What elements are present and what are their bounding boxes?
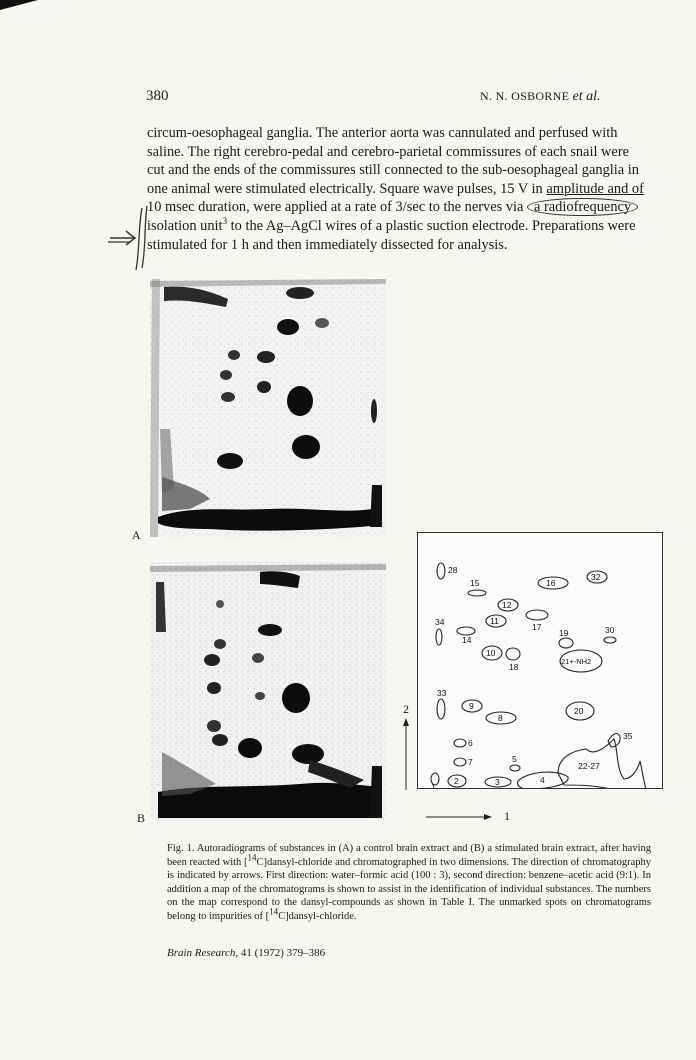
body-line: circum-oesophageal ganglia. The anterior aorta was cannulated and perfused with: [147, 125, 618, 141]
running-header: [480, 89, 601, 105]
spot-label-19: 19: [559, 628, 569, 638]
body-line: one animal were stimulated electrically. Square wave pulses, 15 V in amplitude and of: [147, 180, 644, 197]
spot-label-6: 6: [468, 738, 473, 748]
spot-14: [457, 627, 475, 635]
spot-label-15: 15: [470, 578, 480, 588]
spot-22-27: [558, 739, 646, 788]
direction-1-label: 1: [504, 809, 510, 823]
spot-label-18: 18: [509, 662, 519, 672]
direction-1-arrow: [424, 812, 494, 822]
handwritten-margin-arrow: [104, 200, 152, 276]
panel-label-b: B: [137, 811, 146, 825]
spot-28: [437, 563, 445, 579]
spot-label-34: 34: [435, 617, 445, 627]
spot-label-11: 11: [490, 616, 499, 626]
spot-label-14: 14: [462, 635, 472, 645]
panel-label-a: A: [132, 528, 141, 542]
body-line: 10 msec duration, were applied at a rate of 3/sec to the nerves via a radiofrequency: [147, 198, 652, 217]
spot-label-7: 7: [468, 757, 473, 767]
citation-detail: , 41 (1972) 379–386: [235, 947, 326, 959]
spot-7: [454, 758, 466, 766]
spot-label-20: 20: [574, 706, 584, 716]
spot-34: [436, 629, 442, 645]
spot-6: [454, 739, 466, 747]
body-line: isolation unit$^3$ to the Ag–AgCl wires of a plastic suction electrode. Preparations were: [147, 216, 636, 234]
journal-name: Brain Research: [167, 947, 236, 959]
handwritten-circled-text: a radiofrequency: [527, 198, 638, 216]
spot-label-30: 30: [605, 625, 615, 635]
spot-label-32: 32: [591, 572, 601, 582]
chromatogram-map-svg: [418, 533, 662, 788]
scan-corner-artifact: [0, 0, 80, 12]
autoradiogram-b: [150, 562, 386, 820]
spot-label-33: 33: [437, 688, 447, 698]
spot-label-28: 28: [448, 565, 458, 575]
spot-30: [604, 637, 616, 643]
spot-label-4: 4: [540, 775, 545, 785]
autoradiogram-a-image: [150, 279, 386, 537]
spot-15: [468, 590, 486, 596]
spot-19: [559, 638, 573, 648]
spot-label-16: 16: [546, 578, 556, 588]
journal-citation: [167, 947, 325, 959]
spot-label-10: 10: [486, 648, 496, 658]
spot-label-1: 1: [431, 782, 436, 788]
spot-label-35: 35: [623, 731, 633, 741]
spot-label-5: 5: [512, 754, 517, 764]
spot-33: [437, 699, 445, 719]
body-paragraph: [147, 124, 652, 254]
handwritten-underline: amplitude and of: [546, 180, 644, 197]
direction-2-label: 2: [403, 702, 409, 716]
body-line: stimulated for 1 h and then immediately dissected for analysis.: [147, 236, 508, 253]
spot-5: [510, 765, 520, 771]
figure-caption: Fig. 1. Autoradiograms of substances in (A) a control brain extract and (B) a stimulated brain extract, after having been reacted with [$^{14}$C]dansyl-chloride and chromatographed in two dimensions. The direction of chromatography is indicated by arrows. First direction: water–formic acid (100 : 3), second direction: benzene–acetic acid (9:1). In addition a map of the chromatograms is shown to assist in the identification of individual substances. The numbers on the map correspond to the dansyl-compounds as shown in Table I. The unmarked spots on chromatograms belong to impurities of [$^{14}$C]dansyl-chloride.: [167, 843, 651, 922]
spot-17: [526, 610, 548, 620]
spot-label-22-27: 22-27: [578, 761, 600, 771]
autoradiogram-a: [150, 279, 386, 537]
spot-label-2: 2: [454, 776, 459, 786]
spot-18-ring: [506, 648, 520, 660]
body-line: saline. The right cerebro-pedal and cerebro-parietal commissures of each snail were: [147, 143, 630, 160]
page-number: 380: [146, 88, 169, 104]
spot-label-12: 12: [502, 600, 512, 610]
author-names: N. N. OSBORNE: [480, 89, 570, 103]
spot-label-3: 3: [495, 777, 500, 787]
autoradiogram-b-image: [150, 562, 386, 820]
spot-label-9: 9: [469, 701, 474, 711]
spot-label-21: 21+-NH2: [561, 657, 592, 666]
spot-label-8: 8: [498, 713, 503, 723]
spot-label-17: 17: [532, 622, 542, 632]
direction-2-arrow: [400, 716, 412, 792]
author-suffix: et al.: [572, 89, 601, 104]
body-line: cut and the ends of the commissures still connected to the sub-oesophageal ganglia in: [147, 162, 639, 179]
chromatogram-map: [417, 532, 663, 789]
